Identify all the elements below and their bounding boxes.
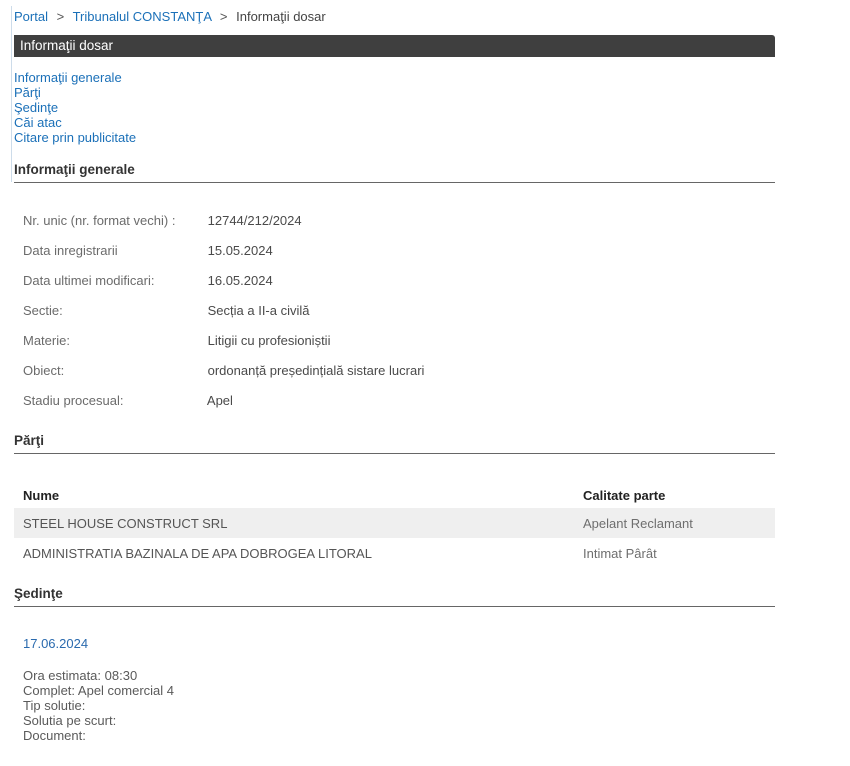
party-role: Apelant Reclamant bbox=[583, 515, 693, 531]
nav-link-cai-atac[interactable]: Căi atac bbox=[14, 115, 62, 130]
field-data-ultimei-modificari bbox=[14, 273, 775, 290]
field-value: 16.05.2024 bbox=[207, 273, 273, 288]
field-label: Materie: bbox=[23, 333, 70, 348]
parties-table-header bbox=[14, 483, 775, 508]
party-role: Intimat Pârât bbox=[583, 545, 657, 561]
field-value: Litigii cu profesioniștii bbox=[207, 333, 331, 348]
nav-link-sedinte[interactable]: Şedinţe bbox=[14, 100, 59, 115]
field-label: Stadiu procesual: bbox=[23, 393, 124, 408]
page-title-bar bbox=[14, 35, 775, 57]
field-value: 15.05.2024 bbox=[207, 243, 273, 258]
field-label: Data ultimei modificari: bbox=[23, 273, 155, 288]
nav-link-informatii-generale[interactable]: Informaţii generale bbox=[14, 70, 122, 85]
field-label: Obiect: bbox=[23, 363, 65, 378]
breadcrumb-separator: > bbox=[219, 9, 228, 24]
party-name: STEEL HOUSE CONSTRUCT SRL bbox=[23, 515, 228, 531]
field-label: Nr. unic (nr. format vechi) : bbox=[23, 213, 176, 228]
parties-heading: Părţi bbox=[14, 433, 775, 454]
field-sectie bbox=[14, 303, 775, 320]
field-value: 12744/212/2024 bbox=[207, 213, 302, 228]
hearing-solution-type: Tip solutie: bbox=[23, 698, 86, 713]
hearing-solution-summary: Solutia pe scurt: bbox=[23, 713, 117, 728]
hearing-details bbox=[23, 668, 775, 743]
page-title: Informaţii dosar bbox=[20, 38, 114, 53]
column-header-nume: Nume bbox=[23, 488, 60, 503]
breadcrumb-court-link[interactable]: Tribunalul CONSTANŢA bbox=[72, 9, 212, 24]
party-name: ADMINISTRATIA BAZINALA DE APA DOBROGEA LITORAL bbox=[23, 545, 372, 561]
breadcrumb-portal-link[interactable]: Portal bbox=[14, 9, 48, 24]
breadcrumb bbox=[14, 0, 775, 25]
field-stadiu-procesual bbox=[14, 393, 775, 410]
field-nr-unic bbox=[14, 213, 775, 230]
breadcrumb-current-page: Informaţii dosar bbox=[236, 9, 326, 24]
parties-table bbox=[14, 483, 775, 568]
nav-link-citare-publicitate[interactable]: Citare prin publicitate bbox=[14, 130, 137, 145]
nav-link-parti[interactable]: Părţi bbox=[14, 85, 41, 100]
table-row bbox=[14, 508, 775, 538]
field-obiect bbox=[14, 363, 775, 380]
hearing-panel: Complet: Apel comercial 4 bbox=[23, 683, 175, 698]
field-value: ordonanță președințială sistare lucrari bbox=[207, 363, 425, 378]
general-info-fields bbox=[14, 213, 775, 410]
general-info-heading: Informaţii generale bbox=[14, 162, 775, 183]
column-header-calitate-parte: Calitate parte bbox=[583, 488, 666, 503]
field-data-inregistrarii bbox=[14, 243, 775, 260]
breadcrumb-separator: > bbox=[56, 9, 65, 24]
field-label: Sectie: bbox=[23, 303, 63, 318]
section-nav bbox=[14, 70, 775, 145]
hearings-heading: Şedinţe bbox=[14, 586, 775, 607]
field-value: Apel bbox=[206, 393, 233, 408]
hearing-document: Document: bbox=[23, 728, 86, 743]
field-value: Secția a II-a civilă bbox=[207, 303, 310, 318]
field-materie bbox=[14, 333, 775, 350]
hearing-time: Ora estimata: 08:30 bbox=[23, 668, 138, 683]
hearing-date-link[interactable]: 17.06.2024 bbox=[23, 636, 89, 651]
table-row bbox=[14, 538, 775, 568]
field-label: Data inregistrarii bbox=[23, 243, 118, 258]
